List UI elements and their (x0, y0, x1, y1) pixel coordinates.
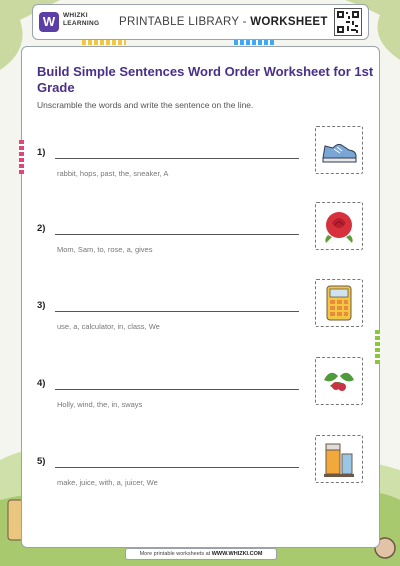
scrambled-words: Mom, Sam, to, rose, a, gives (57, 245, 153, 254)
header-title-prefix: PRINTABLE LIBRARY - (119, 16, 251, 28)
exercise-number: 1) (37, 147, 46, 158)
worksheet-title: Build Simple Sentences Word Order Worksheet for 1st Grade (37, 64, 374, 95)
exercise-number: 3) (37, 300, 46, 311)
exercise-item-2 (37, 223, 367, 283)
accent-stripes-blue (234, 40, 274, 45)
picture-box (315, 357, 363, 405)
exercise-item-1 (37, 147, 367, 207)
scrambled-words: Holly, wind, the, in, sways (57, 400, 143, 409)
answer-line[interactable] (55, 234, 299, 235)
answer-line[interactable] (55, 467, 299, 468)
brand-logo-icon: W (39, 12, 59, 32)
answer-line[interactable] (55, 389, 299, 390)
picture-box (315, 279, 363, 327)
juicer-icon (316, 436, 362, 482)
qr-code-icon (334, 8, 362, 36)
exercise-number: 4) (37, 378, 46, 389)
scrambled-words: make, juice, with, a, juicer, We (57, 478, 158, 487)
brand-name-line1: WHIZKI (63, 12, 88, 19)
exercise-item-3 (37, 300, 367, 360)
calculator-icon (316, 280, 362, 326)
worksheet-instructions: Unscramble the words and write the sentence on the line. (37, 100, 254, 110)
answer-line[interactable] (55, 311, 299, 312)
accent-stripes-yellow (82, 40, 126, 45)
footer-bar (125, 548, 277, 560)
exercise-number: 5) (37, 456, 46, 467)
exercise-number: 2) (37, 223, 46, 234)
exercise-item-5 (37, 456, 367, 516)
exercise-item-4 (37, 378, 367, 438)
footer-site-link[interactable]: WWW.WHIZKI.COM (211, 551, 263, 557)
answer-line[interactable] (55, 158, 299, 159)
holly-icon (316, 358, 362, 404)
picture-box (315, 126, 363, 174)
footer-text: More printable worksheets at (139, 551, 212, 557)
accent-stripes-green (375, 330, 380, 364)
header-bar (32, 4, 369, 40)
scrambled-words: rabbit, hops, past, the, sneaker, A (57, 169, 169, 178)
brand-name (63, 12, 99, 28)
brand-name-line2: LEARNING (63, 20, 100, 27)
header-title (119, 16, 328, 28)
header-title-bold: WORKSHEET (250, 16, 328, 28)
rose-icon (316, 203, 362, 249)
picture-box (315, 435, 363, 483)
scrambled-words: use, a, calculator, in, class, We (57, 322, 160, 331)
accent-stripes-pink (19, 140, 24, 174)
sneaker-icon (316, 127, 362, 173)
picture-box (315, 202, 363, 250)
